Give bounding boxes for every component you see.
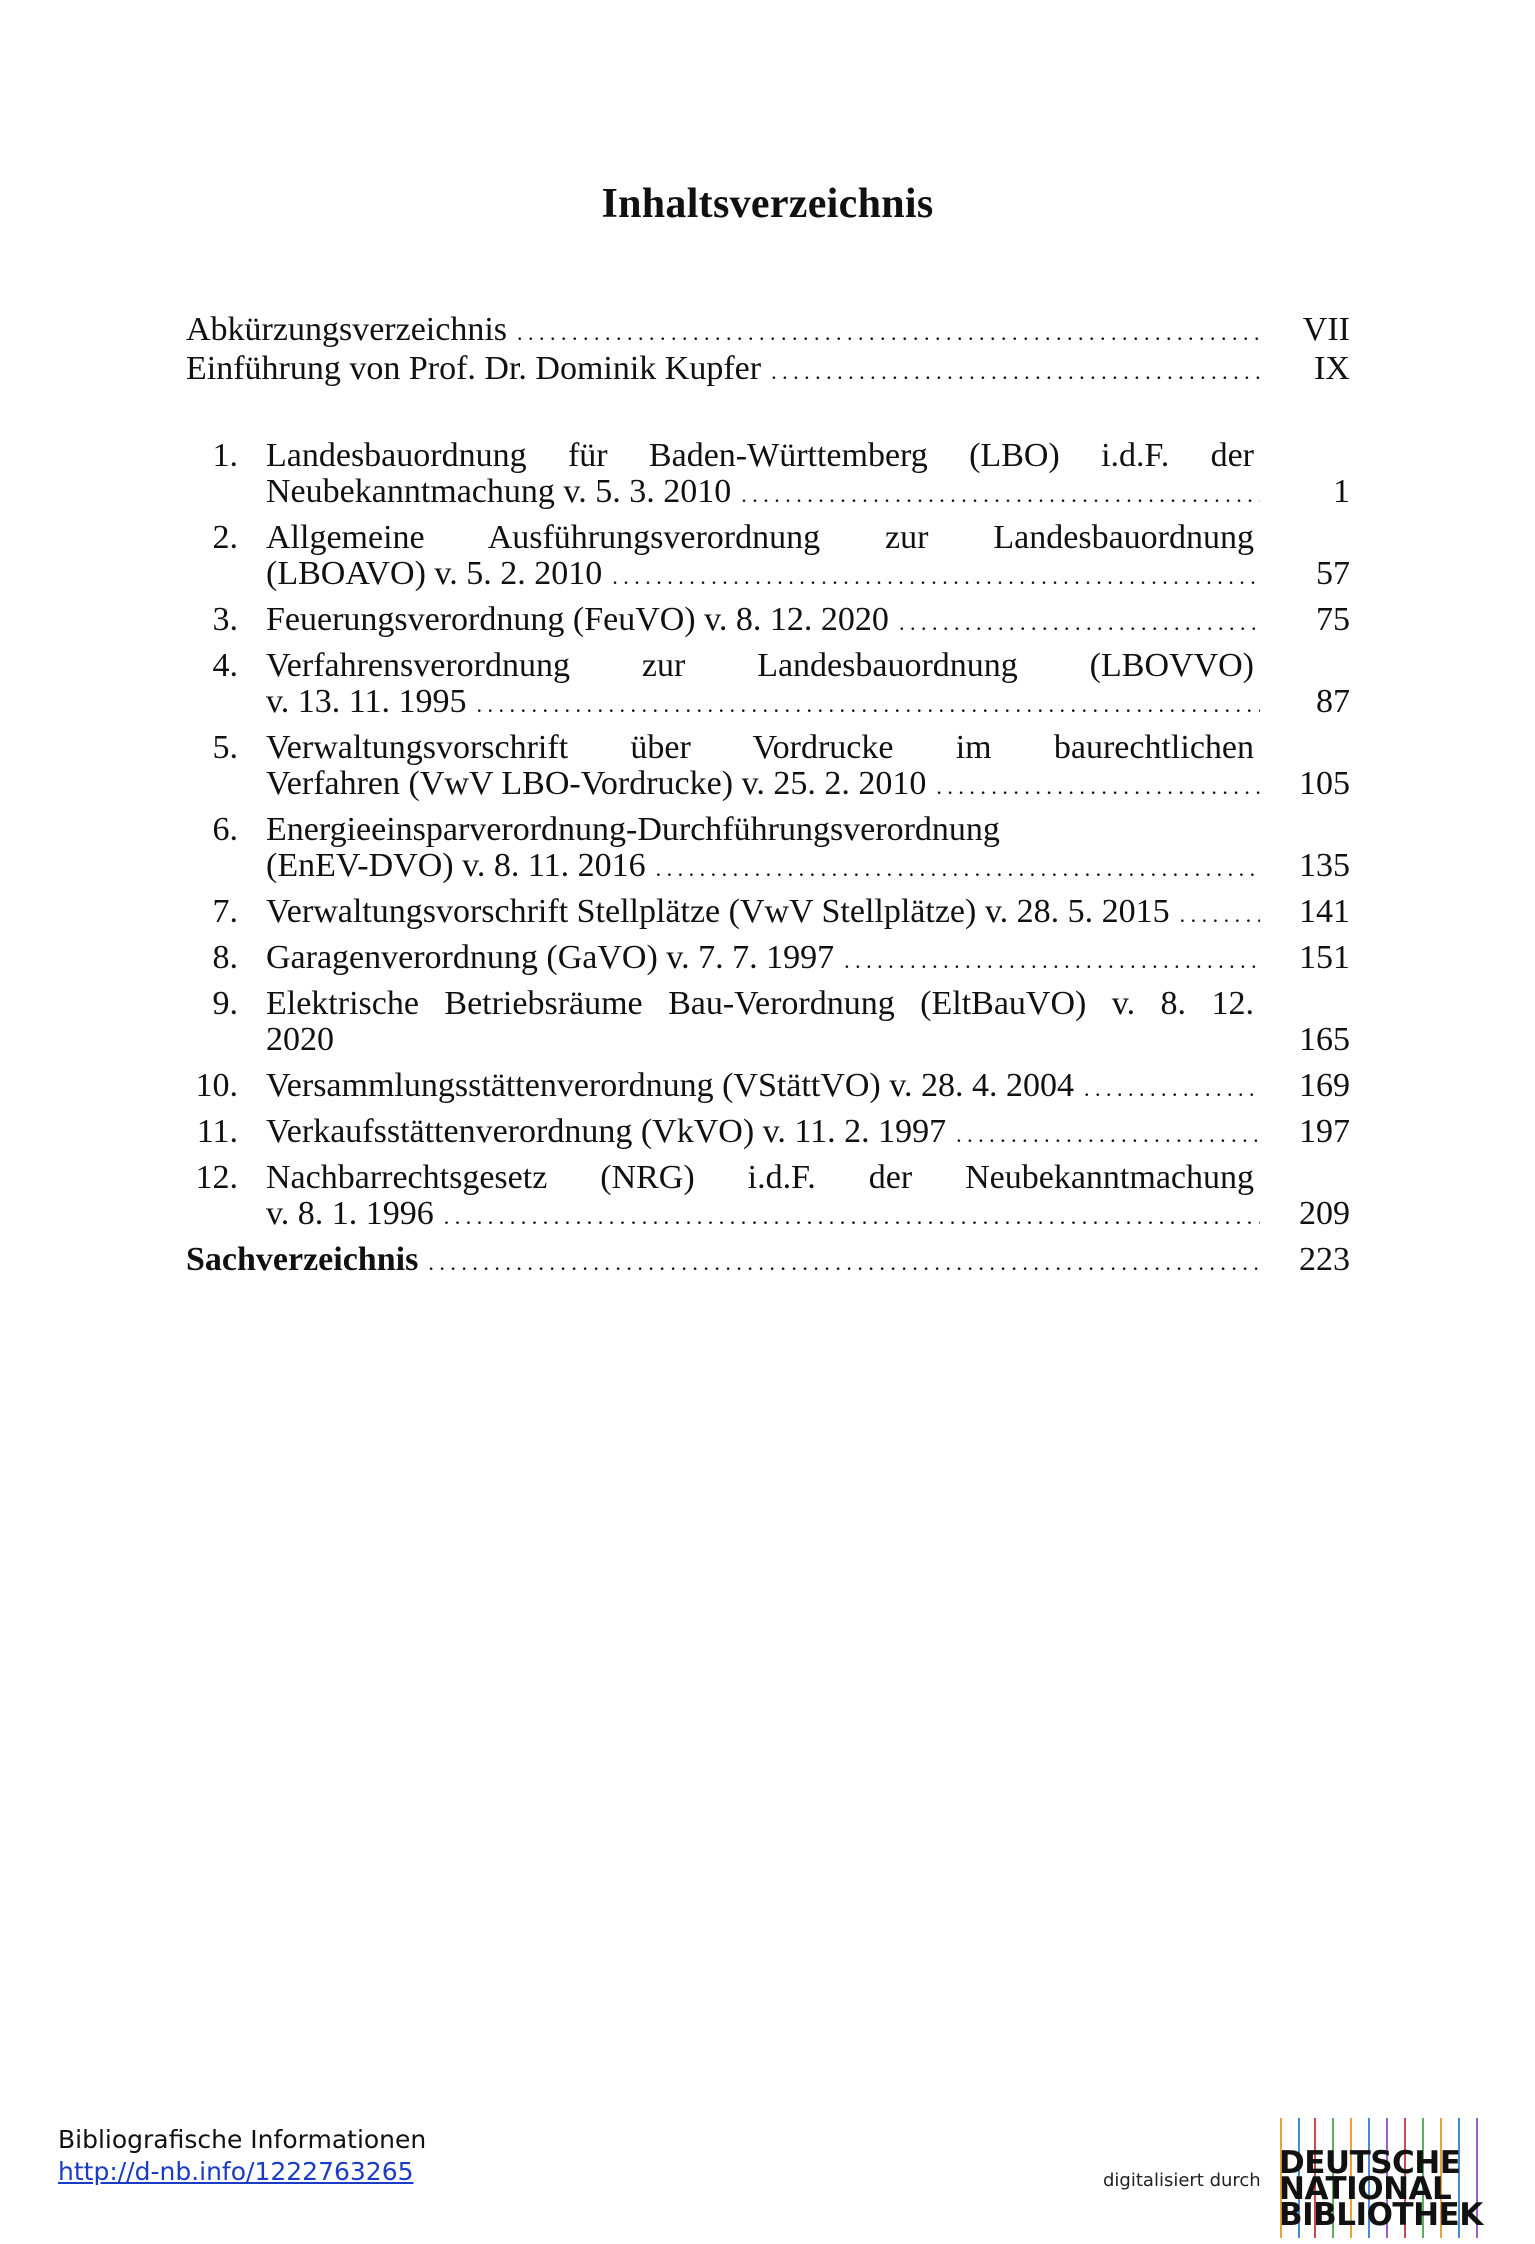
dnb-logo <box>1277 2118 1482 2238</box>
toc-entry[interactable] <box>186 730 1350 805</box>
toc-entry-page: 87 <box>1316 683 1350 720</box>
toc-entry-label: 2020 <box>266 1021 334 1058</box>
dot-leader <box>656 848 1260 887</box>
toc-entry-page: 141 <box>1299 893 1350 930</box>
dot-leader <box>444 1196 1260 1235</box>
dot-leader <box>956 1114 1260 1153</box>
toc-entry-label: v. 8. 1. 1996 <box>266 1195 434 1232</box>
toc-entry-number: 6. <box>212 811 238 848</box>
dnb-link[interactable]: http://d-nb.info/1222763265 <box>58 2157 414 2186</box>
toc-entry-number: 8. <box>212 939 238 976</box>
toc-entry-abbreviations[interactable] <box>186 312 1350 351</box>
toc-entry-page: 57 <box>1316 555 1350 592</box>
toc-entry[interactable] <box>186 648 1350 723</box>
toc-entry-title-line: Verwaltungsvorschrift über Vordrucke im baurechtlichen <box>266 729 1254 766</box>
toc-entry-label: Sachverzeichnis <box>186 1241 419 1278</box>
dnb-logo-text <box>1279 2145 1483 2233</box>
toc-entry-page: VII <box>1302 311 1350 348</box>
toc-entry-label: Abkürzungsverzeichnis <box>186 311 508 348</box>
dot-leader <box>477 684 1260 723</box>
toc-entry-number: 4. <box>212 647 238 684</box>
toc-entry-number: 7. <box>212 893 238 930</box>
toc-entry-title-line: Nachbarrechtsgesetz (NRG) i.d.F. der Neubekanntmachung <box>266 1159 1254 1196</box>
toc-entry[interactable] <box>186 1068 1350 1107</box>
dot-leader <box>844 940 1260 979</box>
toc-entry[interactable] <box>186 986 1350 1061</box>
toc-entry-title-line: Allgemeine Ausführungsverordnung zur Landesbauordnung <box>266 519 1254 556</box>
dot-leader <box>741 474 1260 513</box>
dot-leader <box>612 556 1260 595</box>
toc-entry-introduction[interactable] <box>186 351 1350 390</box>
toc-entries-list <box>186 438 1350 1235</box>
toc-entry-label: Neubekanntmachung v. 5. 3. 2010 <box>266 473 732 510</box>
toc-entry-title-line: Verfahrensverordnung zur Landesbauordnung (LBOVVO) <box>266 647 1254 684</box>
toc-entry-number: 5. <box>212 729 238 766</box>
toc-entry-page: 165 <box>1299 1021 1350 1058</box>
toc-entry-page: 223 <box>1299 1241 1350 1278</box>
logo-line-3: BIBLIOTHEK <box>1279 2197 1483 2233</box>
toc-entry-page: 197 <box>1299 1113 1350 1150</box>
toc-entry-title-line: Elektrische Betriebsräume Bau-Verordnung (EltBauVO) v. 8. 12. <box>266 985 1254 1022</box>
logo-line-1: DEUTSCHE <box>1279 2145 1461 2181</box>
toc-entry-page: 75 <box>1316 601 1350 638</box>
bibliographic-info <box>58 2124 426 2188</box>
toc-entry-label: Feuerungsverordnung (FeuVO) v. 8. 12. 2020 <box>266 601 889 638</box>
toc-entry[interactable] <box>186 602 1350 641</box>
toc-entry[interactable] <box>186 438 1350 513</box>
toc-entry-page: 1 <box>1333 473 1350 510</box>
toc-entry-number: 10. <box>195 1067 238 1104</box>
toc-entry[interactable] <box>186 1114 1350 1153</box>
toc-entry-label: (EnEV-DVO) v. 8. 11. 2016 <box>266 847 646 884</box>
toc-entry-number: 1. <box>212 437 238 474</box>
table-of-contents <box>186 312 1350 1281</box>
digitized-by-label: digitalisiert durch <box>1103 2170 1261 2191</box>
dot-leader <box>517 312 1260 351</box>
toc-entry[interactable] <box>186 940 1350 979</box>
toc-entry-page: 105 <box>1299 765 1350 802</box>
toc-entry-label: Versammlungsstättenverordnung (VStättVO) v. 28. 4. 2004 <box>266 1067 1075 1104</box>
dot-leader <box>1180 894 1260 933</box>
toc-entry-page: 151 <box>1299 939 1350 976</box>
toc-entry-title-line: Energieeinsparverordnung-Durchführungsverordnung <box>266 811 1000 848</box>
toc-entry-page: 135 <box>1299 847 1350 884</box>
toc-entry-number: 9. <box>212 985 238 1022</box>
toc-entry-number: 2. <box>212 519 238 556</box>
dot-leader <box>428 1242 1260 1281</box>
toc-entry-label: v. 13. 11. 1995 <box>266 683 467 720</box>
toc-entry-label: Verkaufsstättenverordnung (VkVO) v. 11. 2. 1997 <box>266 1113 947 1150</box>
toc-entry-label: Einführung von Prof. Dr. Dominik Kupfer <box>186 350 762 387</box>
logo-line-2: NATIONAL <box>1279 2171 1452 2207</box>
toc-entry-page: IX <box>1314 350 1350 387</box>
toc-entry[interactable] <box>186 894 1350 933</box>
toc-entry-title-line: Landesbauordnung für Baden-Württemberg (LBO) i.d.F. der <box>266 437 1254 474</box>
toc-entry-number: 11. <box>196 1113 238 1150</box>
toc-entry-label: Verfahren (VwV LBO-Vordrucke) v. 25. 2. 2010 <box>266 765 927 802</box>
dot-leader <box>771 351 1260 390</box>
toc-entry-number: 12. <box>195 1159 238 1196</box>
dot-leader <box>936 766 1260 805</box>
toc-entry-label: Garagenverordnung (GaVO) v. 7. 7. 1997 <box>266 939 835 976</box>
toc-entry-number: 3. <box>212 601 238 638</box>
toc-entry[interactable] <box>186 1160 1350 1235</box>
toc-entry-page: 209 <box>1299 1195 1350 1232</box>
dot-leader <box>899 602 1260 641</box>
toc-entry-label: Verwaltungsvorschrift Stellplätze (VwV Stellplätze) v. 28. 5. 2015 <box>266 893 1170 930</box>
toc-entry[interactable] <box>186 812 1350 887</box>
toc-entry[interactable] <box>186 520 1350 595</box>
toc-entry-label: (LBOAVO) v. 5. 2. 2010 <box>266 555 603 592</box>
page-title: Inhaltsverzeichnis <box>601 181 934 227</box>
bibliographic-info-label: Bibliografische Informationen <box>58 2125 427 2154</box>
toc-entry-index[interactable] <box>186 1242 1350 1281</box>
toc-entry-page: 169 <box>1299 1067 1350 1104</box>
section-gap <box>186 390 1350 438</box>
dot-leader <box>1084 1068 1260 1107</box>
